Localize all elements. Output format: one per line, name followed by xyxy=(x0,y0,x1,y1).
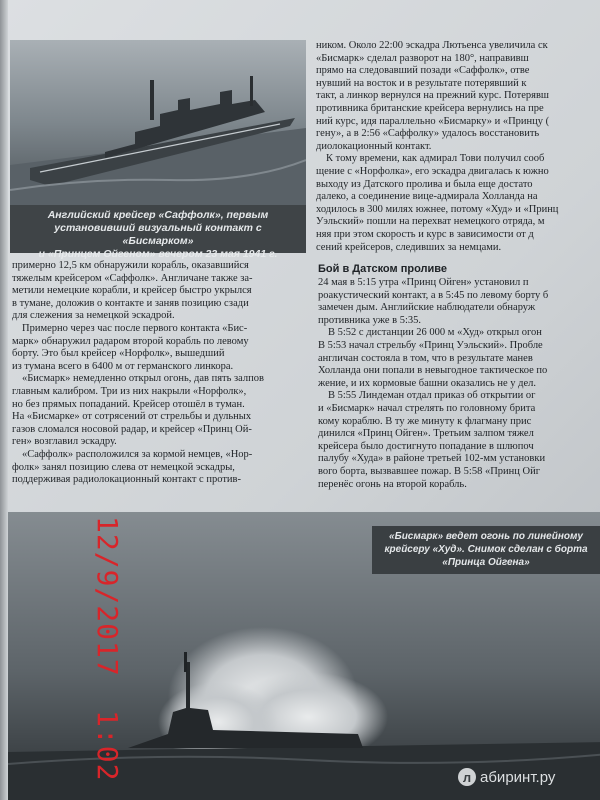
bismarck-photo-caption xyxy=(372,526,600,574)
text-line: но без прямых попаданий. Крейсер отошёл в туман. xyxy=(12,398,245,410)
text-line: кому кораблю. В ту же минуту к флагману прис xyxy=(318,415,532,427)
text-column-left xyxy=(12,260,304,487)
caption-line: крейсеру «Худ». Снимок сделан с борта xyxy=(384,544,588,555)
site-watermark xyxy=(458,764,555,790)
text-line: ходилось в 300 милях южнее, потому «Худ» и «Принц xyxy=(316,203,559,215)
text-line: из тумана всего в 6400 м от германского линкора. xyxy=(12,360,234,372)
text-line: диолокационный контакт. xyxy=(316,140,432,152)
text-line: роакустический контакт, а в 5:45 по левому борту б xyxy=(318,289,549,301)
labirint-logo-icon: л xyxy=(458,768,476,786)
text-line: В 5:52 с дистанции 26 000 м «Худ» открыл огон xyxy=(328,327,542,339)
text-line: ген» возглавил эскадру. xyxy=(12,436,117,448)
text-line: гену», а в 2:56 «Саффолку» удалось восстановить xyxy=(316,128,540,140)
text-line: марк» обнаружил радаром второй корабль по левому xyxy=(12,335,249,347)
caption-line: «Принца Ойгена» xyxy=(442,557,530,568)
text-line: такт, а линкор вернулся на прежний курс. Потерявш xyxy=(316,90,550,102)
text-line: ником. Около 22:00 эскадра Лютьенса увеличила ск xyxy=(316,40,548,51)
cruiser-illustration xyxy=(10,40,306,205)
text-line: главным калибром. Три из них накрыли «Норфолк», xyxy=(12,385,247,397)
text-line: вого борта, вызвавшее пожар. В 5:58 «Принц Ойг xyxy=(318,465,541,477)
text-line: В 5:53 начал стрельбу «Принц Уэльский». Пробле xyxy=(318,339,543,351)
text-line: щение с «Норфолка», его эскадра двигалась к южно xyxy=(316,165,549,177)
text-line: Холланда они попали в невыгодное тактическое по xyxy=(318,365,548,377)
text-line: газов сломался носовой радар, и крейсер «Принц Ой- xyxy=(12,423,252,435)
text-line: «Бисмарк» немедленно открыл огонь, дав пять залпов xyxy=(22,373,264,385)
text-line: тяжелым крейсером «Саффолк». Англичане также за- xyxy=(12,272,253,284)
text-line: палубу «Худа» в районе третьей 102-мм установки xyxy=(318,453,546,465)
text-column-top-right xyxy=(316,40,600,254)
text-line: противника британские крейсера вернулись на пре xyxy=(316,102,544,114)
text-line: К тому времени, как адмирал Тови получил сооб xyxy=(326,153,545,165)
text-line: прямо на следовавший позади «Саффолк», отве xyxy=(316,65,530,77)
text-line: ний курс, идя параллельно «Бисмарку» и «Принцу ( xyxy=(316,115,550,127)
page-edge-shadow xyxy=(0,0,8,800)
text-line: для слежения за немецкой эскадрой. xyxy=(12,310,175,322)
stamp-time: 1:02 xyxy=(91,710,124,782)
text-line: борту. Это был крейсер «Норфолк», вышедший xyxy=(12,348,225,360)
text-line: «Бисмарк» сделал разворот на 180°, направивш xyxy=(316,52,529,64)
text-line: англичан состояла в том, что в результате манев xyxy=(318,352,533,364)
text-line: Примерно через час после первого контакта «Бис- xyxy=(22,322,248,334)
text-line: противника уже в 5:35. xyxy=(318,314,422,326)
text-line: жение, и их кормовые башни оказались не у дел. xyxy=(318,377,537,389)
text-line: в тумане, доложив о контакте и заняв позицию сзади xyxy=(12,297,249,309)
text-line: фолк» занял позицию слева от немецкой эскадры, xyxy=(12,461,235,473)
text-line: «Саффолк» расположился за кормой немцев, «Нор- xyxy=(22,448,253,460)
text-line: поддерживая радиолокационный контакт с против- xyxy=(12,474,241,486)
caption-line: «Бисмарк» ведет огонь по линейному xyxy=(389,531,583,542)
text-line: замечен дым. Английские наблюдатели обнаруж xyxy=(318,302,536,314)
caption-line: Английский крейсер «Саффолк», первым xyxy=(47,209,269,221)
text-line: В 5:55 Линдеман отдал приказ об открытии ог xyxy=(328,390,536,402)
text-line: и «Бисмарк» начал стрелять по головному брита xyxy=(318,402,536,414)
caption-line: установивший визуальный контакт с «Бисмарком» xyxy=(54,222,262,247)
text-line: выходу из Датского пролива и была еще достато xyxy=(316,178,533,190)
cruiser-photo-caption xyxy=(10,205,306,260)
stamp-date: 12/9/2017 xyxy=(91,516,124,677)
text-line: далеко, а соединение вице-адмирала Холланда на xyxy=(316,191,538,203)
camera-date-stamp xyxy=(40,510,124,790)
caption-line: и «Принцем Ойгеном» вечером 23 мая 1941 г. xyxy=(38,248,278,260)
watermark-text: абиринт.ру xyxy=(480,768,556,786)
text-line: перенёс огонь на второй корабль. xyxy=(318,478,467,490)
text-line: динился «Принц Ойген». Третьим залпом тяжел xyxy=(318,428,534,440)
text-line: нувший на восток и в результате потерявший к xyxy=(316,77,527,89)
text-column-right xyxy=(318,262,600,491)
text-line: 24 мая в 5:15 утра «Принц Ойген» установил п xyxy=(318,277,529,288)
cruiser-photo xyxy=(10,40,306,205)
section-heading: Бой в Датском проливе xyxy=(318,263,447,275)
text-line: На «Бисмарке» от сотрясений от стрельбы и дульных xyxy=(12,411,252,423)
text-line: няя при этом скорость и курс в зависимости от д xyxy=(316,228,534,240)
text-line: примерно 12,5 км обнаружили корабль, оказавшийся xyxy=(12,260,249,271)
text-line: крейсера было достигнуто попадание в шлюпоч xyxy=(318,440,534,452)
text-line: сений крейсеров, следивших за немцами. xyxy=(316,241,502,253)
text-line: метили немецкие корабли, и крейсер быстро укрылся xyxy=(12,285,252,297)
text-line: Уэльский» пошли на перехват немецкого отряда, м xyxy=(316,216,545,228)
